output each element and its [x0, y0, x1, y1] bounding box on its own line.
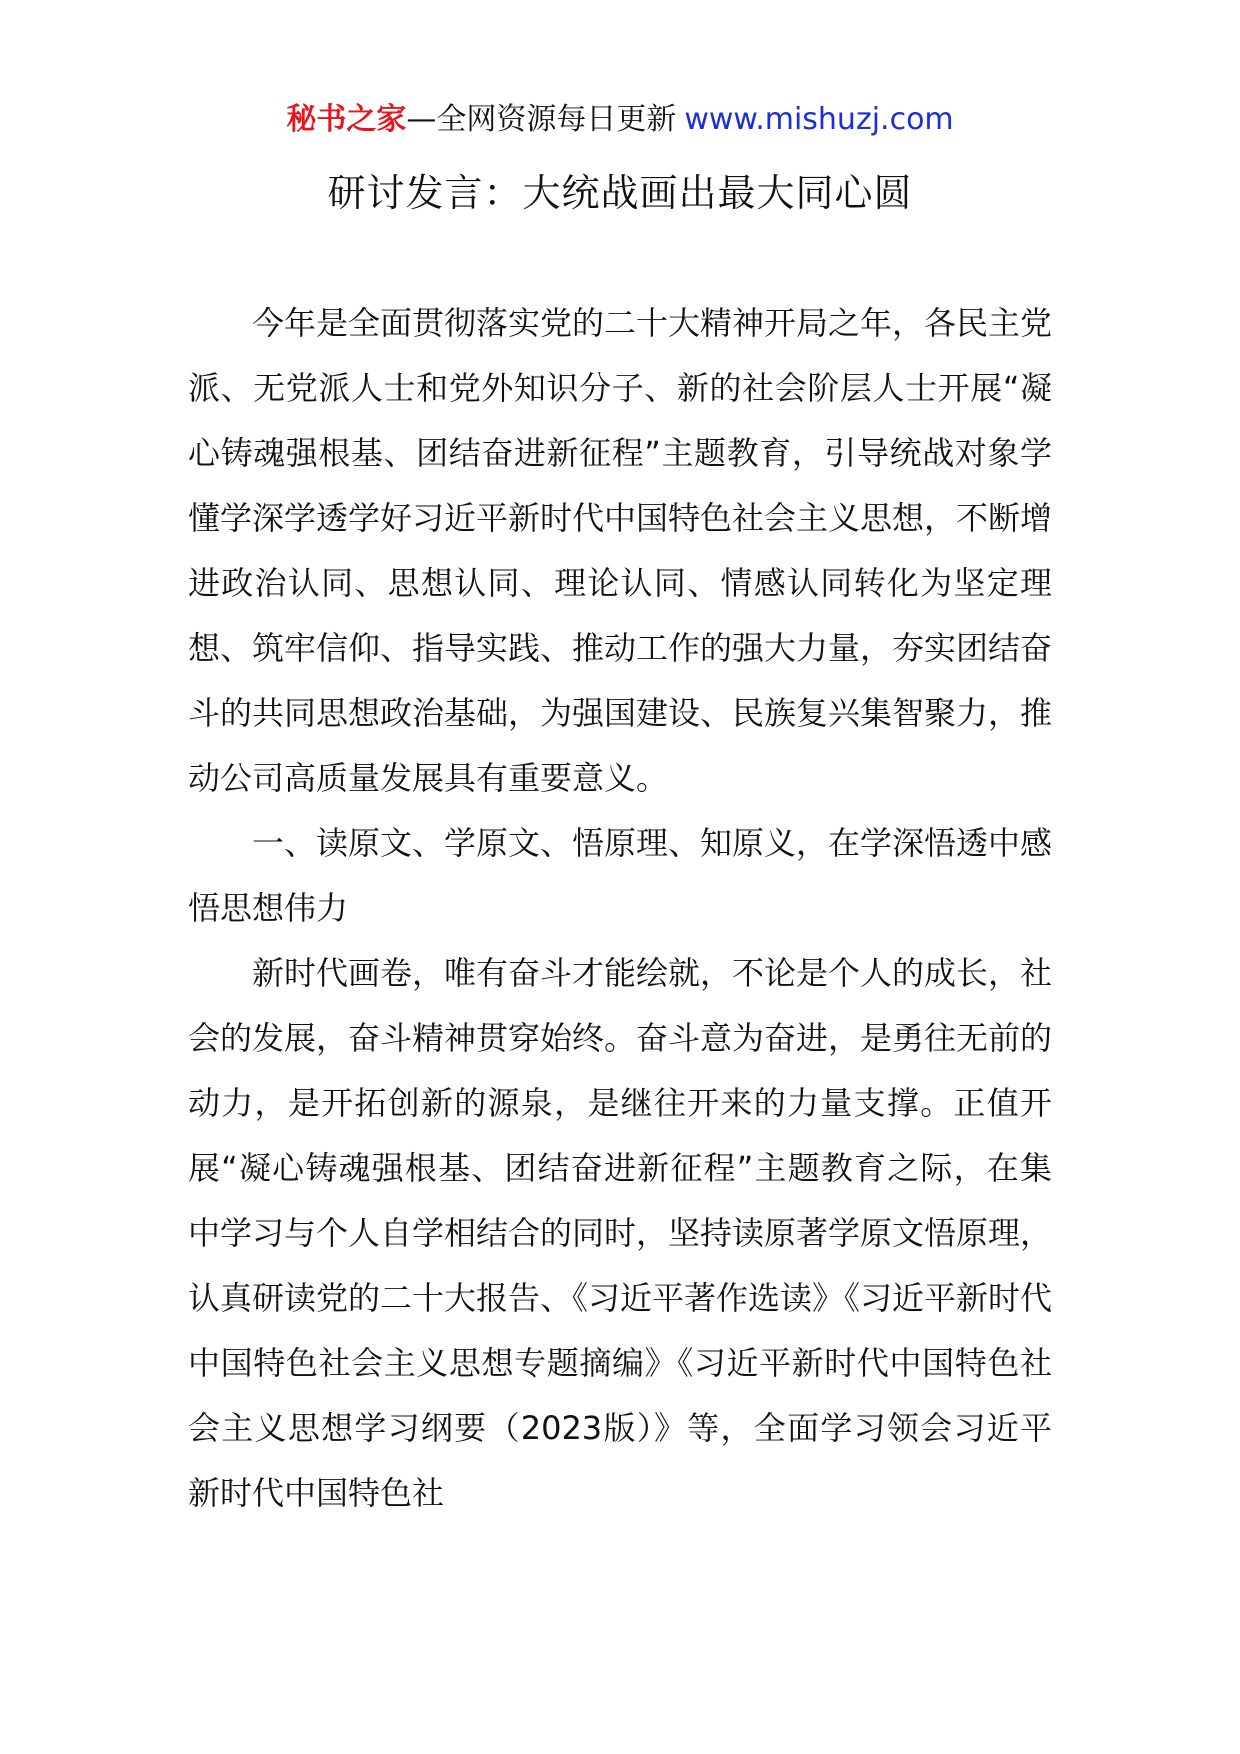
document-title: 研讨发言：大统战画出最大同心圆 [327, 171, 913, 215]
site-header [0, 98, 1240, 142]
paragraph-section-1: 新时代画卷，唯有奋斗才能绘就，不论是个人的成长，社会的发展，奋斗精神贯穿始终。奋斗意为奋进，是勇往无前的动力，是开拓创新的源泉，是继往开来的力量支撑。正值开展“凝心铸魂强根基、团结奋进新征程”主题教育之际，在集中学习与个人自学相结合的同时，坚持读原著学原文悟原理，认真研读党的二十大报告、《习近平著作选读》《习近平新时代中国特色社会主义思想专题摘编》《习近平新时代中国特色社会主义思想学习纲要（2023版）》等，全面学习领会习近平新时代中国特色社 [188, 954, 1053, 1512]
section-heading-1: 一、读原文、学原文、悟原理、知原义，在学深悟透中感悟思想伟力 [188, 824, 1053, 927]
brand-name: 秘书之家 [286, 102, 407, 137]
document-body [188, 291, 1052, 1526]
header-slogan: —全网资源每日更新 [406, 102, 677, 137]
paragraph-intro: 今年是全面贯彻落实党的二十大精神开局之年，各民主党派、无党派人士和党外知识分子、新的社会阶层人士开展“凝心铸魂强根基、团结奋进新征程”主题教育，引导统战对象学懂学深学透学好习近平新时代中国特色社会主义思想，不断增进政治认同、思想认同、理论认同、情感认同转化为坚定理想、筑牢信仰、指导实践、推动工作的强大力量，夯实团结奋斗的共同思想政治基础，为强国建设、民族复兴集智聚力，推动公司高质量发展具有重要意义。 [188, 304, 1053, 797]
site-url-link[interactable]: www.mishuzj.com [684, 102, 954, 137]
